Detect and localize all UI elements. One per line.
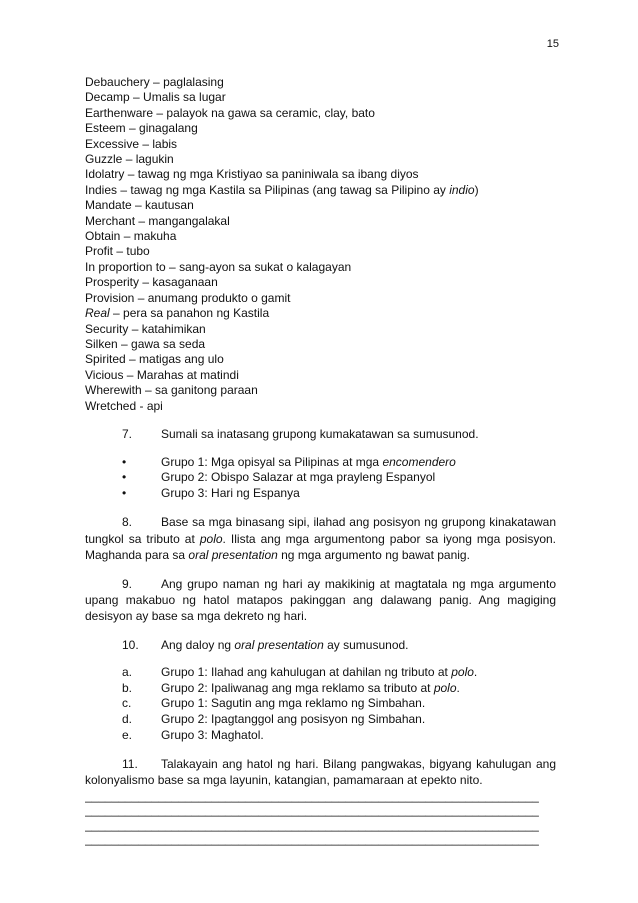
glossary-entry [85,306,556,321]
glossary-definition: matigas ang ulo [139,352,224,367]
bullet-text-part: Grupo 2: Obispo Salazar at mga prayleng Espanyol [161,470,436,485]
glossary-separator: – [153,105,167,120]
glossary-separator: – [165,259,180,274]
item-7 [85,427,556,443]
glossary-entry [85,244,556,259]
glossary-entry [85,229,556,244]
glossary-term: Guzzle [85,152,123,167]
glossary-separator: – [141,383,156,398]
glossary-entry [85,106,556,121]
glossary-term: Profit [85,244,114,259]
item-text: Ang grupo naman ng hari ay makikinig at magtatala ng mga argumento upang makabuo ng hatol matapos pakinggan ang dalawang panig. Ang magiging desisyon ay base sa mga dekreto ng hari. [85,576,556,624]
step-text [161,696,425,712]
glossary-term: Mandate [85,198,132,213]
answer-line: ____________________________________________________________________ [85,788,539,803]
glossary-entry [85,260,556,275]
glossary-entry [85,291,556,306]
glossary-definition: tawag ng mga Kristiyao sa paniniwala sa ibang diyos [137,167,419,182]
glossary-separator: – [135,213,149,228]
glossary-entry [85,198,556,213]
bullet-text-italic: encomendero [382,454,456,469]
glossary-entry [85,214,556,229]
glossary-term: Prosperity [85,275,140,290]
glossary-entry [85,352,556,367]
step-text-part: Grupo 1: Ilahad ang kahulugan at dahilan ng tributo at [161,665,452,680]
glossary-entry [85,383,556,398]
glossary-term: Silken [85,336,118,351]
glossary-term: Real [85,306,110,321]
item-text: ng mga argumento ng bawat panig. [277,547,470,562]
page-number: 15 [546,38,559,50]
bullet-icon: • [122,470,127,485]
glossary-definition: paglalasing [163,75,224,89]
glossary-definition: ) [474,182,479,197]
glossary-separator: – [125,352,140,367]
glossary-definition: anumang produkto o gamit [147,290,291,305]
glossary-separator: - [136,398,147,413]
group-bullet-list [85,455,556,502]
glossary-definition: sang-ayon sa sukat o kalagayan [179,259,352,274]
glossary-definition: Marahas at matindi [136,367,239,382]
step-text [161,728,264,744]
step-label: b. [122,680,133,695]
glossary-separator: – [117,182,131,197]
glossary-definition: lagukin [135,152,174,167]
bullet-text [161,486,300,502]
glossary-definition: Umalis sa lugar [143,90,226,105]
glossary-term: Earthenware [85,105,154,120]
step-text-part: . [456,680,460,695]
item-italic: polo [199,531,223,546]
glossary-term: Decamp [85,90,130,105]
glossary-term: Vicious [85,367,124,382]
glossary-definition: api [146,398,163,413]
glossary-separator: – [123,367,137,382]
glossary-separator: – [120,229,134,244]
step-text-part: Grupo 2: Ipaliwanag ang mga reklamo sa tributo at [161,680,434,695]
glossary-entry [85,75,556,90]
presentation-step [85,712,556,728]
item-number: 10. [122,637,139,652]
item-11 [85,756,556,788]
step-text [161,712,425,728]
bullet-text-part: Grupo 1: Mga opisyal sa Pilipinas at mga [161,454,383,469]
glossary-entry [85,337,556,352]
step-label: a. [122,665,133,680]
item-number: 7. [122,426,133,441]
item-text: Talakayain ang hatol ng hari. Bilang pangwakas, bigyang kahulugan ang kolonyalismo base sa mga layunin, katangian, pamamaraan at epekto nito. [85,757,556,788]
item-number: 9. [122,576,133,591]
item-italic: oral presentation [234,637,324,652]
bullet-text-part: Grupo 3: Hari ng Espanya [161,485,300,500]
glossary-entry [85,275,556,290]
glossary-separator: – [149,75,164,89]
item-8 [85,514,556,563]
glossary-entry [85,152,556,167]
glossary-separator: – [125,121,140,136]
step-text [161,681,460,697]
glossary-definition: mangangalakal [148,213,230,228]
glossary-entry [85,90,556,105]
step-label: c. [122,696,132,711]
step-text-part: Grupo 3: Maghatol. [161,727,264,742]
page-content [85,75,556,847]
item-number: 11. [122,757,138,772]
glossary-separator: – [124,167,138,182]
step-text-italic: polo [433,680,457,695]
glossary-term: In proportion to [85,259,166,274]
glossary-separator: – [113,244,127,259]
glossary-separator: – [139,136,153,151]
presentation-step [85,696,556,712]
item-text: Sumali sa inatasang grupong kumakatawan sa sumusunod. [161,426,479,441]
glossary-definition: sa ganitong paraan [155,383,258,398]
answer-lines [85,789,556,847]
glossary-entry [85,137,556,152]
step-label: d. [122,711,133,726]
glossary-definition: ginagalang [139,121,198,136]
glossary-list [85,75,556,414]
glossary-term: Excessive [85,136,140,151]
glossary-definition: palayok na gawa sa ceramic, clay, bato [166,105,375,120]
step-text-italic: polo [451,665,474,680]
answer-line: ____________________________________________________________________ [85,832,539,846]
group-bullet [85,455,556,471]
glossary-term: Debauchery [85,75,150,89]
glossary-entry [85,167,556,182]
item-text: Base sa mga binasang sipi, ilahad ang posisyon ng grupong kinakatawan tungkol sa tributo at [85,515,556,546]
glossary-separator: – [139,275,153,290]
glossary-separator: – [131,198,146,213]
glossary-separator: – [109,306,124,321]
glossary-term: Indies [85,182,118,197]
glossary-term: Merchant [85,213,136,228]
step-text [161,665,477,681]
step-text-part: Grupo 2: Ipagtanggol ang posisyon ng Simbahan. [161,711,426,726]
glossary-definition: katahimikan [141,321,206,336]
glossary-definition: labis [152,136,178,151]
glossary-term: Security [85,321,129,336]
glossary-definition-italic: indio [449,182,475,197]
item-10 [85,638,556,654]
group-bullet [85,486,556,502]
glossary-definition: kasaganaan [152,275,218,290]
bullet-icon: • [122,485,127,500]
presentation-steps [85,665,556,743]
glossary-definition: pera sa panahon ng Kastila [123,306,270,321]
step-label: e. [122,727,133,742]
glossary-definition: tawag ng mga Kastila sa Pilipinas (ang tawag sa Pilipino ay [130,182,450,197]
glossary-term: Wherewith [85,383,142,398]
glossary-entry [85,183,556,198]
item-text: . Ilista ang mga argumentong pabor sa iyong mga posisyon. Maghanda para sa [85,531,556,562]
glossary-definition: kautusan [145,198,194,213]
item-text: ay sumusunod. [323,637,409,652]
item-number: 8. [122,515,133,530]
glossary-term: Obtain [85,229,121,244]
glossary-separator: – [122,152,136,167]
item-9 [85,576,556,625]
glossary-term: Spirited [85,352,126,367]
glossary-separator: – [129,90,144,105]
glossary-definition: tubo [126,244,150,259]
answer-line: ____________________________________________________________________ [85,817,539,832]
glossary-term: Idolatry [85,167,125,182]
presentation-step [85,681,556,697]
bullet-text [161,470,435,486]
glossary-entry [85,322,556,337]
bullet-text [161,455,456,471]
glossary-entry [85,121,556,136]
step-text-part: . [473,665,478,680]
presentation-step [85,665,556,681]
group-bullet [85,470,556,486]
glossary-term: Wretched [85,398,137,413]
glossary-definition: makuha [133,229,177,244]
step-text-part: Grupo 1: Sagutin ang mga reklamo ng Simbahan. [161,696,426,711]
glossary-separator: – [134,290,148,305]
bullet-icon: • [122,454,127,469]
glossary-separator: – [117,336,132,351]
presentation-step [85,728,556,744]
glossary-separator: – [128,321,142,336]
glossary-term: Esteem [85,121,126,136]
glossary-entry [85,368,556,383]
item-italic: oral presentation [188,547,278,562]
answer-line: ____________________________________________________________________ [85,803,539,817]
glossary-entry [85,399,556,414]
glossary-term: Provision [85,290,135,305]
item-text: Ang daloy ng [161,637,235,652]
glossary-definition: gawa sa seda [131,336,206,351]
